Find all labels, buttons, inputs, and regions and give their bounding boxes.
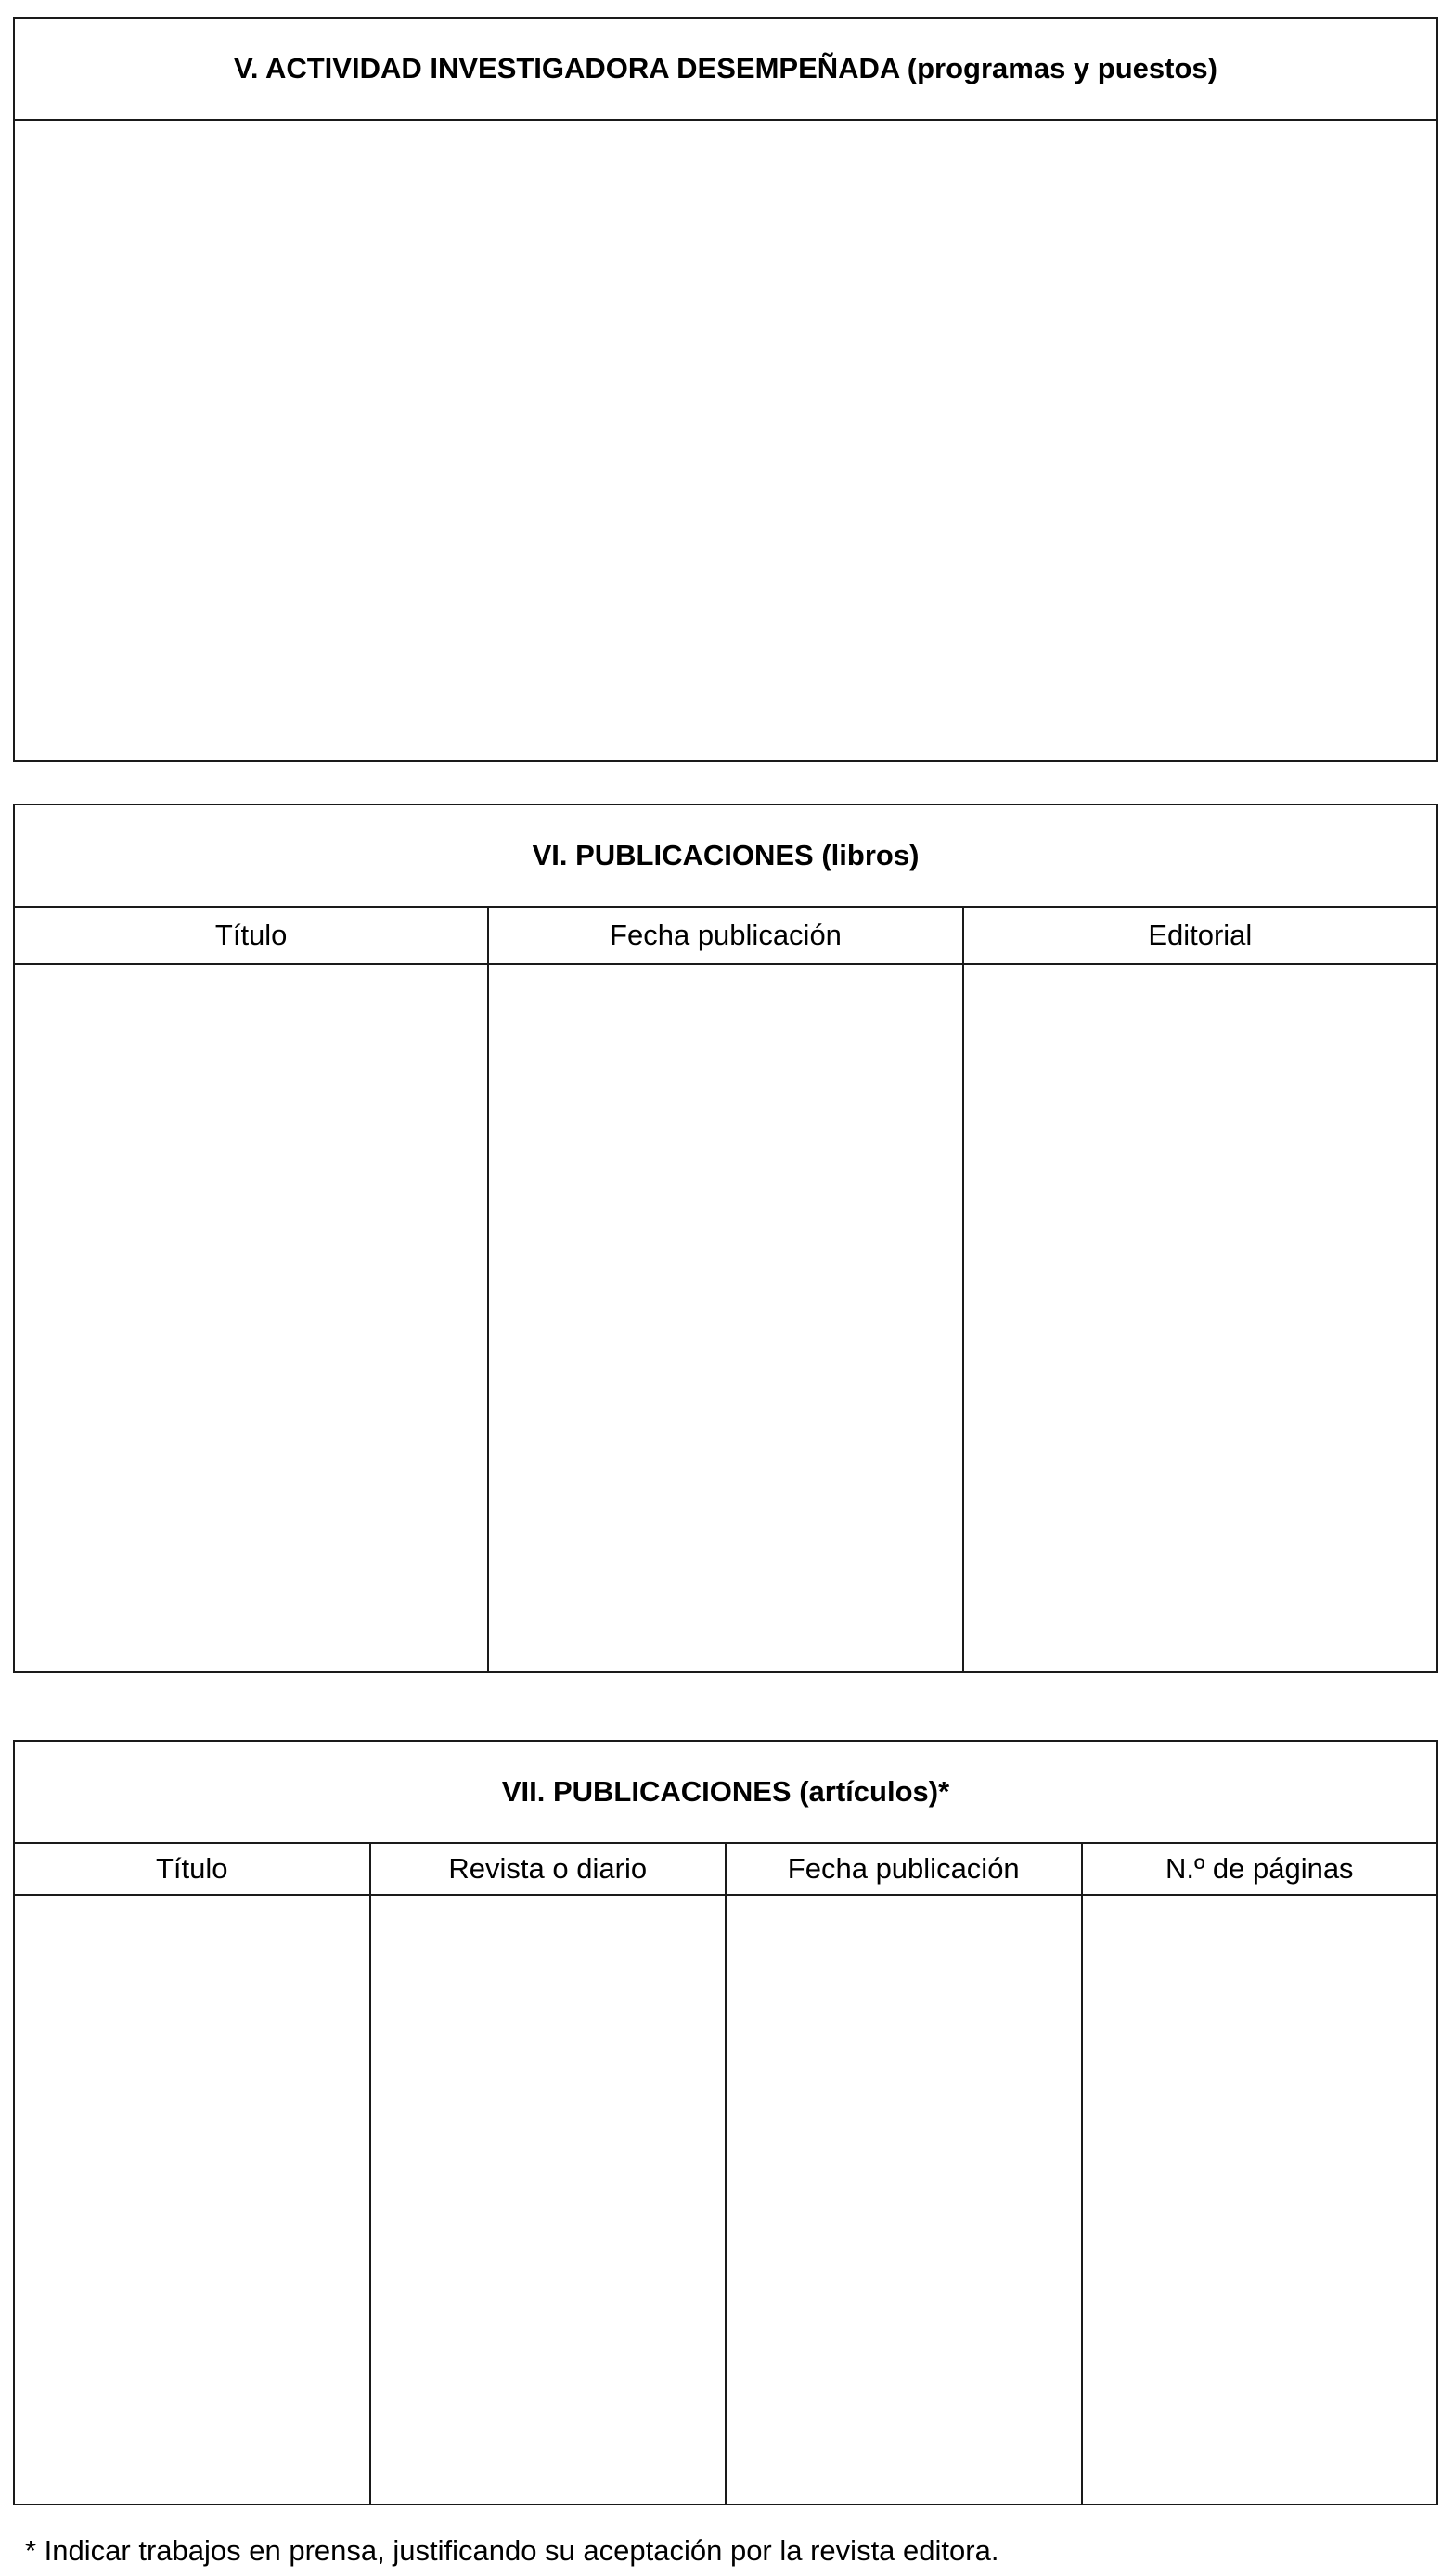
- column-header-titulo: Título: [15, 908, 487, 965]
- section-vii-column-revista: [371, 1844, 728, 2504]
- section-vi-title: VI. PUBLICACIONES (libros): [15, 805, 1436, 908]
- column-header-titulo: Título: [15, 1844, 369, 1896]
- section-vii-title: VII. PUBLICACIONES (artículos)*: [15, 1742, 1436, 1844]
- column-header-revista-o-diario: Revista o diario: [371, 1844, 726, 1896]
- section-v-box: [13, 17, 1438, 762]
- column-cell-editorial[interactable]: [964, 965, 1436, 1671]
- section-vii-column-paginas: [1083, 1844, 1437, 2504]
- section-vii-box: [13, 1740, 1438, 2505]
- section-vii-column-fecha: [727, 1844, 1083, 2504]
- section-vi-box: [13, 804, 1438, 1673]
- column-cell-fecha-publicacion[interactable]: [727, 1896, 1081, 2504]
- section-vi-column-fecha: [489, 908, 963, 1671]
- column-header-editorial: Editorial: [964, 908, 1436, 965]
- section-vii-column-titulo: [15, 1844, 371, 2504]
- column-header-numero-paginas: N.º de páginas: [1083, 1844, 1437, 1896]
- column-cell-titulo[interactable]: [15, 965, 487, 1671]
- section-vi-table: [15, 908, 1436, 1671]
- column-header-fecha-publicacion: Fecha publicación: [727, 1844, 1081, 1896]
- section-v-text-area[interactable]: [15, 121, 1436, 760]
- column-cell-revista-o-diario[interactable]: [371, 1896, 726, 2504]
- footnote: * Indicar trabajos en prensa, justificando su aceptación por la revista editora.: [25, 2534, 999, 2567]
- column-header-fecha-publicacion: Fecha publicación: [489, 908, 961, 965]
- section-v-title: V. ACTIVIDAD INVESTIGADORA DESEMPEÑADA (programas y puestos): [15, 19, 1436, 121]
- column-cell-fecha-publicacion[interactable]: [489, 965, 961, 1671]
- section-vi-column-titulo: [15, 908, 489, 1671]
- column-cell-numero-paginas[interactable]: [1083, 1896, 1437, 2504]
- column-cell-titulo[interactable]: [15, 1896, 369, 2504]
- section-vii-table: [15, 1844, 1436, 2504]
- section-vi-column-editorial: [964, 908, 1436, 1671]
